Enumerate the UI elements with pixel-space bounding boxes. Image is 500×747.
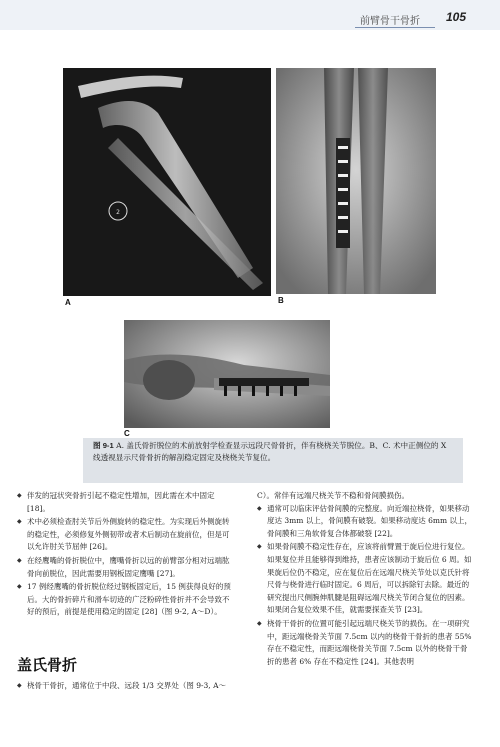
left-bullet-2: ◆ 术中必须检查肘关节后外侧旋转的稳定性。为实现后外侧旋转的稳定性，必须修复外侧韧带或者术后制动在旋前位，但是可以允许肘关节屈伸 [26]。 xyxy=(17,516,233,554)
section-title: 盖氏骨折 xyxy=(17,656,78,674)
xray-marker: 2 xyxy=(116,209,120,216)
xray-panel-c xyxy=(124,320,330,428)
panel-label-c: C xyxy=(124,429,130,438)
right-bullet-1: ◆ 通常可以临床评估骨间膜的完整度。向近端拉桡骨，如果移动度达 3mm 以上，骨间膜有破裂。如果移动度达 6mm 以上，骨间膜和三角软骨复合体都破裂 [22]。 xyxy=(257,503,473,541)
right-column xyxy=(257,490,473,669)
page-number: 105 xyxy=(446,10,467,24)
left-bullet-3: ◆ 在经鹰嘴的骨折脱位中，鹰嘴骨折以远的前臂部分相对远端肱骨向前脱位，因此需要用钢板固定鹰嘴 [27]。 xyxy=(17,555,233,580)
section-bullet: ◆ 桡骨干骨折，通常位于中段、远段 1/3 交界处（图 9-3, A～ xyxy=(17,680,243,693)
caption-text: A. 盖氏骨折脱位的术前放射学检查显示远段尺骨骨折，伴有桡桡关节脱位。B、C. 术中正侧位的 X 线透视显示尺骨骨折的解剖稳定固定及桡桡关节复位。 xyxy=(93,441,447,462)
lateral-xray-image xyxy=(124,320,330,428)
right-continuation: C）。常伴有远端尺桡关节不稳和骨间膜损伤。 xyxy=(257,491,409,500)
fixation-xray-image xyxy=(276,68,436,294)
figure-caption xyxy=(93,440,455,464)
running-title: 前臂骨干骨折 xyxy=(360,16,420,27)
left-bullet-1: ◆ 伴发的冠状突骨折引起不稳定性增加，因此需在术中固定 [18]。 xyxy=(17,490,233,515)
right-bullet-2: ◆ 如果骨间膜不稳定性存在，应该将前臂置于旋后位进行复位。如果复位并且能够得到维持，患者应该制动于旋后位 6 周。如果旋后位仍不稳定，应在复位后在远端尺桡关节处以克氏针将尺骨与桡骨进行临时固定。6 周后，可以拆除钉去除。最近的研究提出尺侧腕伸肌腱是阻碍远端尺桡关节闭合复位的因素。如果闭合复位效果不佳，就需要探查关节 [23]。 xyxy=(257,541,473,617)
panel-label-a: A xyxy=(65,298,71,307)
header-band xyxy=(0,0,500,30)
header-rule xyxy=(355,27,435,28)
right-bullet-3: ◆ 桡骨干骨折的位置可能引起远端尺桡关节的损伤。在一项研究中，距远端桡骨关节面 7.5cm 以内的桡骨干骨折的患者 55% 存在不稳定性，而距远端桡骨关节面 7.5cm 以外的桡骨干骨折的患者 6% 存在不稳定性 [24]。其他表明 xyxy=(257,618,473,668)
panel-label-b: B xyxy=(278,296,284,305)
forearm-xray-image xyxy=(63,68,271,296)
left-bullet-4: ◆ 17 例经鹰嘴的骨折脱位经过钢板固定后，15 例获得良好的预后。大的骨折碎片和滑车切迹的广泛粉碎性骨折并不会导致不好的预后，前提是使用稳定的固定 [28]（图 9-2, A～D）。 xyxy=(17,581,233,619)
caption-label: 图 9-1 xyxy=(93,441,114,450)
left-column xyxy=(17,490,233,620)
xray-panel-b xyxy=(276,68,436,294)
xray-panel-a xyxy=(63,68,271,296)
